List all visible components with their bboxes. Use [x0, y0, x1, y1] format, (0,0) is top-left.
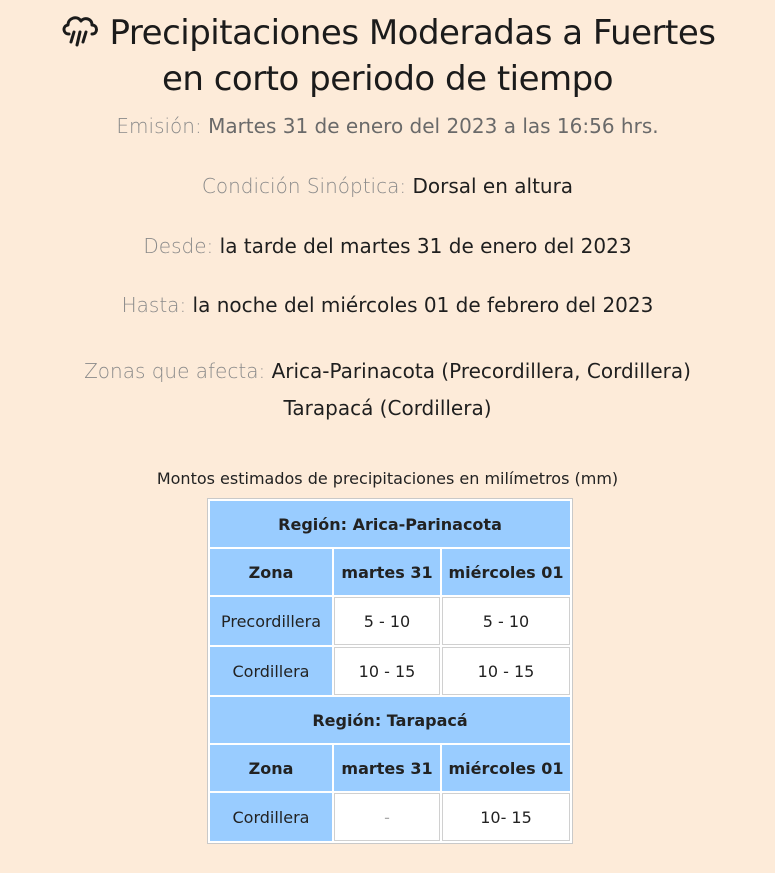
desde-row — [0, 234, 775, 258]
value-cell: 5 - 10 — [442, 597, 570, 645]
col-header-day2: miércoles 01 — [442, 549, 570, 595]
value-cell: 5 - 10 — [334, 597, 440, 645]
hasta-row — [0, 293, 775, 317]
emision-label: Emisión: — [116, 114, 202, 138]
zonas-value-1: Arica-Parinacota (Precordillera, Cordillera) — [271, 359, 691, 383]
condicion-value: Dorsal en altura — [412, 174, 574, 198]
region-header-row — [210, 697, 570, 743]
zonas-row — [0, 353, 775, 427]
table-row — [210, 793, 570, 841]
region-title: Región: Tarapacá — [210, 697, 570, 743]
column-header-row — [210, 549, 570, 595]
zonas-value-2: Tarapacá (Cordillera) — [283, 396, 492, 420]
emision-row — [0, 114, 775, 138]
value-cell: - — [334, 793, 440, 841]
col-header-day1: martes 31 — [334, 745, 440, 791]
column-header-row — [210, 745, 570, 791]
table-row — [210, 647, 570, 695]
region-header-row — [210, 501, 570, 547]
table-caption: Montos estimados de precipitaciones en milímetros (mm) — [156, 469, 619, 488]
col-header-zona: Zona — [210, 549, 332, 595]
title-line-1: Precipitaciones Moderadas a Fuertes — [109, 13, 716, 53]
rain-cloud-icon — [60, 12, 100, 58]
zonas-label: Zonas que afecta: — [84, 359, 266, 383]
col-header-day1: martes 31 — [334, 549, 440, 595]
col-header-day2: miércoles 01 — [442, 745, 570, 791]
value-cell: 10 - 15 — [334, 647, 440, 695]
hasta-label: Hasta: — [121, 293, 187, 317]
desde-label: Desde: — [143, 234, 214, 258]
hasta-value: la noche del miércoles 01 de febrero del 2023 — [192, 293, 654, 317]
desde-value: la tarde del martes 31 de enero del 2023 — [219, 234, 632, 258]
table-row — [210, 597, 570, 645]
region-title: Región: Arica-Parinacota — [210, 501, 570, 547]
zone-cell: Cordillera — [210, 793, 332, 841]
col-header-zona: Zona — [210, 745, 332, 791]
zone-cell: Cordillera — [210, 647, 332, 695]
value-cell: 10- 15 — [442, 793, 570, 841]
title-line-2: en corto periodo de tiempo — [161, 59, 614, 99]
value-cell: 10 - 15 — [442, 647, 570, 695]
emision-value: Martes 31 de enero del 2023 a las 16:56 hrs. — [208, 114, 659, 138]
zone-cell: Precordillera — [210, 597, 332, 645]
precipitation-table — [207, 498, 573, 844]
alert-title — [0, 0, 775, 100]
condicion-row — [0, 174, 775, 198]
condicion-label: Condición Sinóptica: — [201, 174, 407, 198]
